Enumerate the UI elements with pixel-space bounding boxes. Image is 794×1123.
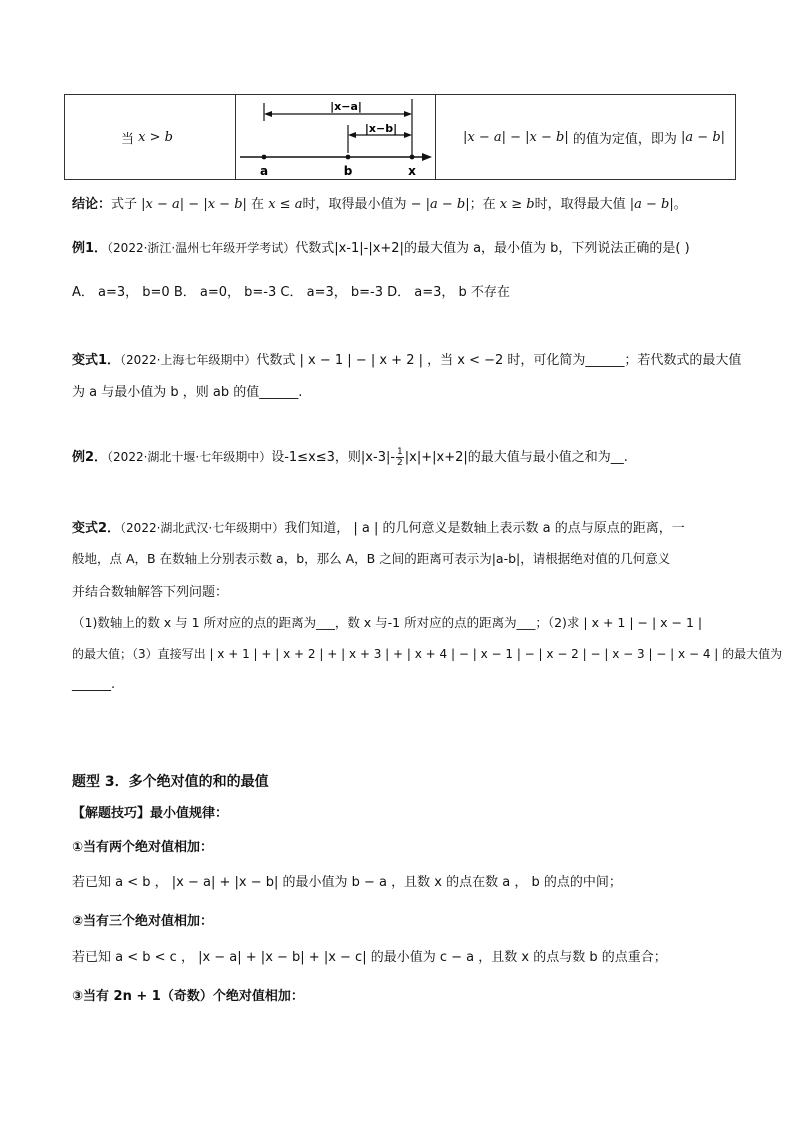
case1-heading: ①当有两个绝对值相加：	[72, 840, 214, 855]
example2-text: |x|+|x+2|的最大值与最小值之和为__.	[404, 450, 628, 465]
conclusion-math: x ≤ a	[268, 197, 303, 212]
variant2-line2: 般地，点 A，B 在数轴上分别表示数 a，b，那么 A，B 之间的距离可表示为|a-b|，请根据绝对值的几何意义	[72, 551, 671, 566]
variant2-line1	[72, 517, 685, 536]
label-x-minus-b: |x−b|	[364, 122, 398, 135]
table-divider-2	[435, 95, 436, 179]
fraction-denominator: 2	[397, 458, 403, 468]
example1-source: （2022·浙江·温州七年级开学考试）	[107, 241, 296, 255]
arrow-left-icon	[264, 111, 272, 117]
conclusion-text: 在	[251, 197, 265, 212]
case1-body: 若已知 a < b ， |x − a| + |x − b| 的最小值为 b − a ，且数 x 的点在数 a ， b 的点的中间；	[72, 875, 622, 890]
conclusion-text: ；在	[469, 197, 496, 212]
variant1-line2: 为 a 与最小值为 b ，则 ab 的值______.	[72, 385, 303, 400]
conclusion-line	[72, 193, 687, 212]
case2-heading: ②当有三个绝对值相加：	[72, 914, 214, 929]
case3-heading: ③当有 2n + 1（奇数）个绝对值相加：	[72, 989, 304, 1004]
example1-label: 例1．	[72, 241, 108, 256]
point-b-dot	[346, 155, 351, 160]
section3-title: 题型 3．多个绝对值的和的最值	[72, 774, 269, 790]
condition-math: x > b	[138, 129, 173, 145]
example2-source: （2022·湖北十堰·七年级期中）	[107, 450, 272, 464]
variant1-label: 变式1．	[72, 353, 121, 368]
condition-cell	[121, 95, 173, 179]
variant2-line6: ______.	[72, 677, 116, 692]
conclusion-math: − |a − b|	[410, 197, 470, 212]
conclusion-label: 结论：	[72, 197, 112, 212]
conclusion-text: 时，取得最大值	[534, 197, 626, 212]
variant2-text: 我们知道， | a | 的几何意义是数轴上表示数 a 的点与原点的距离，一	[284, 521, 685, 536]
point-a-label: a	[259, 164, 269, 178]
conclusion-math: x ≥ b	[499, 197, 535, 212]
example2-label: 例2．	[72, 450, 108, 465]
variant2-source: （2022·湖北武汉·七年级期中）	[120, 521, 285, 535]
result-math-1: |x − a| − |x − b|	[463, 129, 569, 145]
case2-body: 若已知 a < b < c ， |x − a| + |x − b| + |x − c| 的最小值为 c − a ，且数 x 的点与数 b 的点重合；	[72, 950, 667, 965]
example1-text: 代数式|x-1|-|x+2|的最大值为 a，最小值为 b，下列说法正确的是( )	[295, 241, 690, 256]
variant1-line1	[72, 349, 741, 368]
result-cell	[463, 95, 725, 179]
label-x-minus-a: |x−a|	[330, 100, 362, 113]
conclusion-math: |x − a| − |x − b|	[141, 197, 247, 212]
variant1-source: （2022·上海七年级期中）	[120, 353, 257, 367]
fraction	[396, 447, 404, 468]
section3-tip: 【解题技巧】最小值规律：	[72, 806, 229, 821]
point-x-dot	[410, 155, 415, 160]
conclusion-text: 时，取得最小值为	[302, 197, 407, 212]
arrow-right-icon	[404, 132, 412, 138]
variant2-label: 变式2．	[72, 521, 121, 536]
variant1-text: 代数式 | x − 1 | − | x + 2 | ，当 x < −2 时，可化简为______；若代数式的最大值	[256, 353, 742, 368]
variant2-line4: （1)数轴上的数 x 与 1 所对应的点的距离为___，数 x 与-1 所对应的点的距离为___；（2)求 | x + 1 | − | x − 1 |	[72, 615, 703, 630]
example2-text: 设-1≤x≤3，则|x-3|-	[271, 450, 396, 465]
result-math-2: |a − b|	[681, 129, 726, 145]
comparison-table-row	[64, 94, 736, 180]
point-x-label: x	[408, 164, 416, 178]
conclusion-text: 。	[673, 197, 687, 212]
arrow-right-icon	[404, 111, 412, 117]
fraction-numerator: 1	[397, 447, 403, 457]
conclusion-math: |a − b|	[629, 197, 674, 212]
example1-options: A． a=3， b=0 B． a=0， b=-3 C． a=3， b=-3 D． a=3， b 不存在	[72, 285, 510, 300]
arrow-left-icon	[348, 132, 356, 138]
example1-question	[72, 237, 690, 256]
number-line-diagram	[236, 95, 434, 179]
variant2-line3: 并结合数轴解答下列问题：	[72, 585, 229, 600]
point-a-dot	[262, 155, 267, 160]
example2-question	[72, 446, 628, 468]
axis-arrow-icon	[422, 153, 432, 161]
result-text: 的值为定值，即为	[572, 131, 677, 147]
variant2-line5: 的最大值；（3）直接写出 | x + 1 | + | x + 2 | + | x + 3 | + | x + 4 | − | x − 1 | − | x − 2 | − | x − 3 | − | x − 4 | 的最大值为	[72, 647, 783, 661]
condition-label: 当	[121, 131, 135, 147]
conclusion-text: 式子	[111, 197, 138, 212]
point-b-label: b	[343, 164, 353, 178]
